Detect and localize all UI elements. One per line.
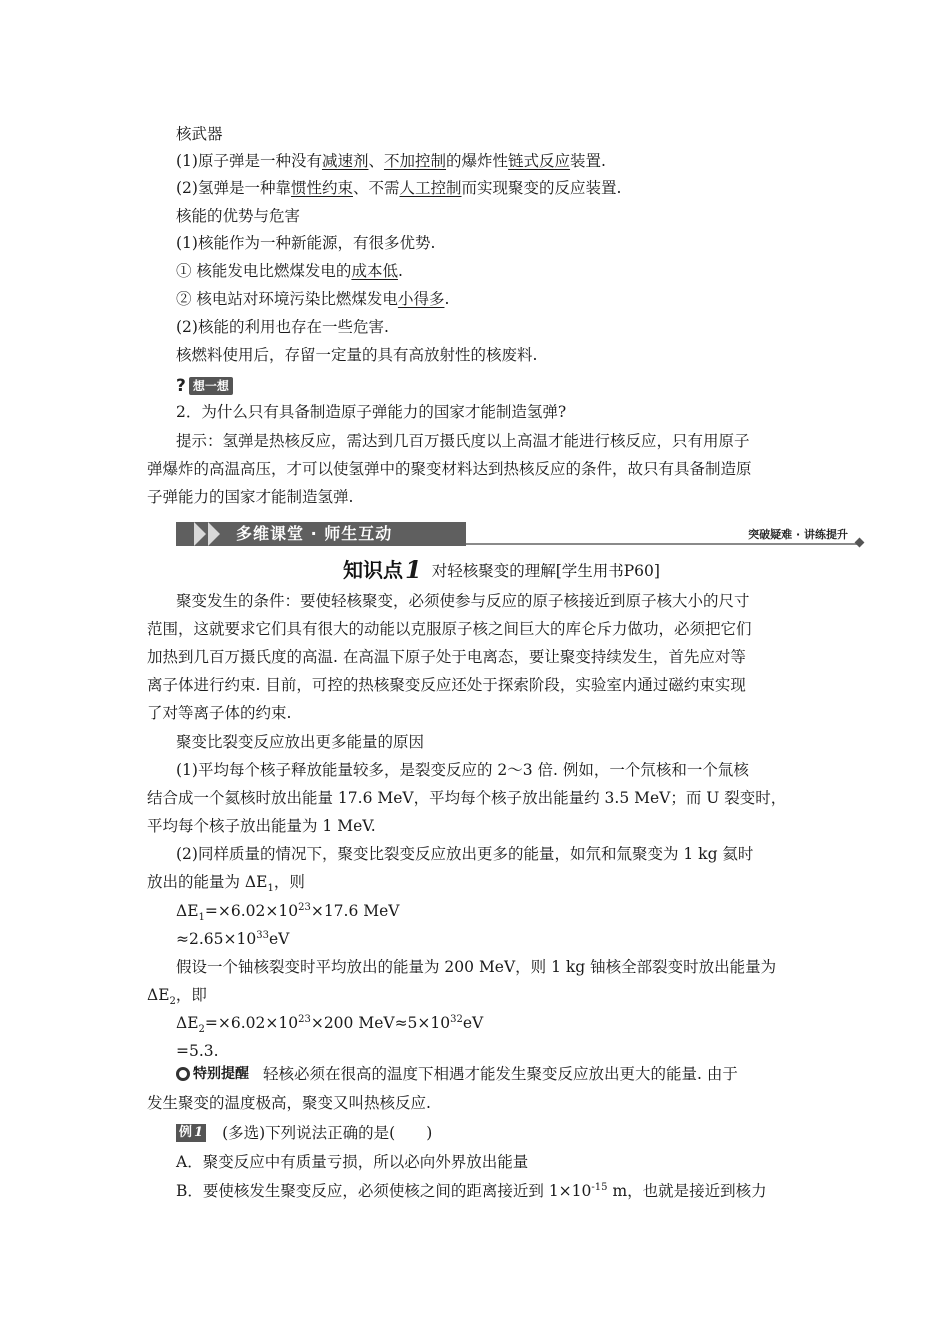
text-line: (1)核能作为一种新能源，有很多优势. bbox=[176, 234, 436, 252]
equation: $\approx 2.65\times 10^{33}eV$ bbox=[176, 929, 290, 948]
text-line: ② 核电站对环境污染比燃煤发电小得多. bbox=[176, 290, 450, 308]
heading-nuclear-weapons: 核武器 bbox=[176, 125, 223, 143]
paragraph-line: $\Delta E_2$，即 bbox=[147, 986, 207, 1008]
paragraph-line: 放出的能量为 $\Delta E_1$，则 bbox=[147, 873, 305, 895]
paragraph-line: 假设一个铀核裂变时平均放出的能量为 200 MeV，则 1 kg 铀核全部裂变时放出能量为 bbox=[176, 958, 777, 976]
example-tag: 例 1 bbox=[176, 1124, 206, 1142]
text-line: 核燃料使用后，存留一定量的具有高放射性的核废料. bbox=[176, 346, 538, 364]
chevron-icon bbox=[208, 522, 220, 546]
paragraph-line: 范围，这就要求它们具有很大的动能以克服原子核之间巨大的库仑斥力做功，必须把它们 bbox=[147, 620, 752, 638]
atomic-bomb-line: (1)原子弹是一种没有减速剂、不加控制的爆炸性链式反应装置. bbox=[176, 152, 606, 170]
think-answer-line: 子弹能力的国家才能制造氢弹. bbox=[147, 488, 354, 506]
hydrogen-bomb-line: (2)氢弹是一种靠惯性约束、不需人工控制而实现聚变的反应装置. bbox=[176, 179, 622, 197]
blank-answer: 减速剂 bbox=[321, 152, 369, 170]
chevron-icon bbox=[194, 522, 206, 546]
blank-answer: 人工控制 bbox=[399, 179, 462, 197]
paragraph-line: 平均每个核子放出能量为 1 MeV. bbox=[147, 817, 376, 835]
think-answer-line: 提示：氢弹是热核反应，需达到几百万摄氏度以上高温才能进行核反应，只有用原子 bbox=[176, 432, 750, 450]
example-heading bbox=[176, 1122, 432, 1144]
blank-answer: 成本低 bbox=[351, 262, 398, 280]
smiley-icon bbox=[176, 1067, 190, 1081]
paragraph-line: (1)平均每个核子释放能量较多，是裂变反应的 2～3 倍. 例如，一个氘核和一个氚核 bbox=[176, 761, 749, 779]
heading-pros-cons: 核能的优势与危害 bbox=[176, 207, 301, 225]
note-text: 发生聚变的温度极高，聚变又叫热核反应. bbox=[147, 1094, 431, 1112]
special-note bbox=[176, 1063, 738, 1085]
example-question: (多选)下列说法正确的是( ) bbox=[222, 1124, 433, 1142]
paragraph-line: 了对等离子体的约束. bbox=[147, 704, 292, 722]
blank-answer: 不加控制 bbox=[384, 152, 447, 170]
knowledge-point-heading: 知识点 1 对轻核聚变的理解[学生用书P60] bbox=[343, 555, 660, 584]
banner-title: 多维课堂 · 师生互动 bbox=[236, 524, 393, 543]
text-line: ① 核能发电比燃煤发电的成本低. bbox=[176, 262, 403, 280]
text-line: (2)核能的利用也存在一些危害. bbox=[176, 318, 389, 336]
equation: $\Delta E_2=\times 6.02\times 10^{23}\times 200$ $MeV\approx 5\times 10^{32}eV$ bbox=[176, 1013, 484, 1036]
option-b: B．要使核发生聚变反应，必须使核之间的距离接近到 $1\times 10^{-15}$ m，也就是接近到核力 bbox=[176, 1181, 767, 1200]
subheading: 聚变比裂变反应放出更多能量的原因 bbox=[176, 733, 425, 751]
diamond-icon bbox=[855, 538, 865, 548]
think-label bbox=[176, 377, 233, 395]
paragraph-line: 结合成一个氦核时放出能量 17.6 MeV，平均每个核子放出能量约 3.5 MeV；而 U 裂变时， bbox=[147, 789, 787, 807]
blank-answer: 小得多 bbox=[397, 290, 445, 308]
note-text: 轻核必须在很高的温度下相遇才能发生聚变反应放出更大的能量. 由于 bbox=[263, 1065, 738, 1083]
paragraph-line: 离子体进行约束. 目前，可控的热核聚变反应还处于探索阶段，实验室内通过磁约束实现 bbox=[147, 676, 746, 694]
think-tag: 想一想 bbox=[189, 377, 233, 395]
section-banner bbox=[176, 520, 866, 548]
blank-answer: 惯性约束 bbox=[290, 179, 353, 197]
think-question: 2．为什么只有具备制造原子弹能力的国家才能制造氢弹? bbox=[176, 403, 567, 421]
paragraph-line: (2)同样质量的情况下，聚变比裂变反应放出更多的能量，如氘和氚聚变为 1 kg 氦时 bbox=[176, 845, 754, 863]
note-label: 特别提醒 bbox=[193, 1066, 249, 1082]
banner-subtitle: 突破疑难 · 讲练提升 bbox=[748, 528, 848, 541]
question-mark-icon: ? bbox=[176, 376, 186, 396]
blank-answer: 链式反应 bbox=[508, 152, 571, 170]
paragraph-line: 加热到几百万摄氏度的高温. 在高温下原子处于电离态，要让聚变持续发生，首先应对等 bbox=[147, 648, 746, 666]
think-answer-line: 弹爆炸的高温高压，才可以使氢弹中的聚变材料达到热核反应的条件，故只有具备制造原 bbox=[147, 460, 752, 478]
equation: $\Delta E_1=\times 6.02\times 10^{23}\times 17.6$ MeV bbox=[176, 901, 400, 924]
equation: =5.3. bbox=[176, 1042, 219, 1060]
paragraph-line: 聚变发生的条件：要使轻核聚变，必须使参与反应的原子核接近到原子核大小的尺寸 bbox=[176, 592, 750, 610]
option-a: A．聚变反应中有质量亏损，所以必向外界放出能量 bbox=[176, 1153, 529, 1171]
